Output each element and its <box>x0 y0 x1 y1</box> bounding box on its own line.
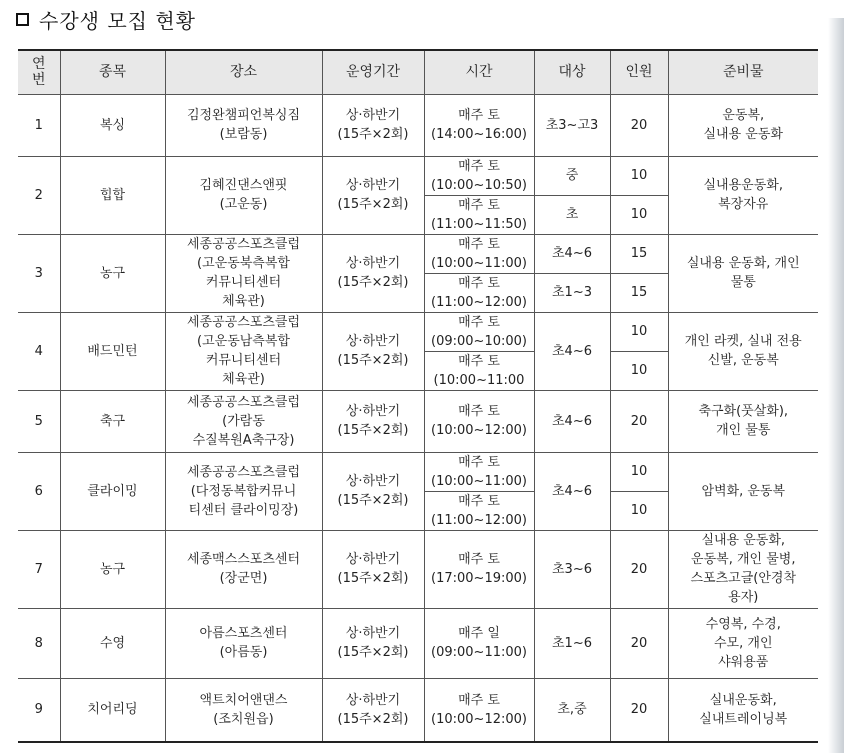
target-cell: 초3~고3 <box>534 94 610 156</box>
count-cell: 20 <box>610 390 668 452</box>
table-row <box>18 94 818 156</box>
table-row <box>18 608 818 678</box>
target-cell: 중 <box>534 156 610 195</box>
header-place: 장소 <box>165 50 322 94</box>
place-cell: 세종공공스포츠클럽 (고운동북측복합 커뮤니티센터 체육관) <box>165 234 322 312</box>
period-cell: 상·하반기 (15주×2회) <box>322 156 424 234</box>
place-cell: 액트치어앤댄스 (조치원읍) <box>165 678 322 742</box>
page-title-text: 수강생 모집 현황 <box>39 8 196 33</box>
period-cell: 상·하반기 (15주×2회) <box>322 94 424 156</box>
count-cell: 10 <box>610 491 668 530</box>
place-cell: 김혜진댄스앤핏 (고운동) <box>165 156 322 234</box>
count-cell: 20 <box>610 608 668 678</box>
period-cell: 상·하반기 (15주×2회) <box>322 234 424 312</box>
place-cell: 아름스포츠센터 (아름동) <box>165 608 322 678</box>
sport-cell: 치어리딩 <box>60 678 165 742</box>
time-cell: 매주 토 (10:00~12:00) <box>424 390 534 452</box>
time-cell: 매주 토 (10:00~11:00) <box>424 234 534 273</box>
page-title <box>16 6 196 32</box>
sport-cell: 힙합 <box>60 156 165 234</box>
sport-cell: 농구 <box>60 234 165 312</box>
sport-cell: 농구 <box>60 530 165 608</box>
time-cell: 매주 토 (11:00~11:50) <box>424 195 534 234</box>
table-row <box>18 156 818 195</box>
row-number: 8 <box>18 608 60 678</box>
table-row <box>18 390 818 452</box>
row-number: 5 <box>18 390 60 452</box>
time-cell: 매주 토 (10:00~11:00 <box>424 351 534 390</box>
time-cell: 매주 일 (09:00~11:00) <box>424 608 534 678</box>
target-cell: 초1~6 <box>534 608 610 678</box>
place-cell: 세종맥스스포츠센터 (장군면) <box>165 530 322 608</box>
time-cell: 매주 토 (11:00~12:00) <box>424 273 534 312</box>
time-cell: 매주 토 (10:00~12:00) <box>424 678 534 742</box>
row-number: 7 <box>18 530 60 608</box>
time-cell: 매주 토 (10:00~10:50) <box>424 156 534 195</box>
period-cell: 상·하반기 (15주×2회) <box>322 530 424 608</box>
row-number: 3 <box>18 234 60 312</box>
time-cell: 매주 토 (11:00~12:00) <box>424 491 534 530</box>
time-cell: 매주 토 (14:00~16:00) <box>424 94 534 156</box>
count-cell: 15 <box>610 273 668 312</box>
place-cell: 세종공공스포츠클럽 (고운동남측복합 커뮤니티센터 체육관) <box>165 312 322 390</box>
window-edge-shadow <box>828 18 844 753</box>
time-cell: 매주 토 (09:00~10:00) <box>424 312 534 351</box>
count-cell: 20 <box>610 678 668 742</box>
header-period: 운영기간 <box>322 50 424 94</box>
header-sport: 종목 <box>60 50 165 94</box>
table-row <box>18 452 818 491</box>
table-row <box>18 312 818 351</box>
header-row <box>18 50 818 94</box>
supplies-cell: 실내운동화, 실내트레이닝복 <box>668 678 818 742</box>
header-time: 시간 <box>424 50 534 94</box>
time-cell: 매주 토 (10:00~11:00) <box>424 452 534 491</box>
place-cell: 김정완챔피언복싱짐 (보람동) <box>165 94 322 156</box>
supplies-cell: 실내용 운동화, 개인 물통 <box>668 234 818 312</box>
target-cell: 초1~3 <box>534 273 610 312</box>
count-cell: 10 <box>610 452 668 491</box>
sport-cell: 수영 <box>60 608 165 678</box>
place-cell: 세종공공스포츠클럽 (가람동 수질복원A축구장) <box>165 390 322 452</box>
row-number: 1 <box>18 94 60 156</box>
target-cell: 초3~6 <box>534 530 610 608</box>
square-bullet-icon <box>16 13 29 26</box>
header-count: 인원 <box>610 50 668 94</box>
supplies-cell: 암벽화, 운동복 <box>668 452 818 530</box>
place-cell: 세종공공스포츠클럽 (다정동복합커뮤니 티센터 클라이밍장) <box>165 452 322 530</box>
target-cell: 초 <box>534 195 610 234</box>
period-cell: 상·하반기 (15주×2회) <box>322 390 424 452</box>
count-cell: 20 <box>610 530 668 608</box>
time-cell: 매주 토 (17:00~19:00) <box>424 530 534 608</box>
supplies-cell: 실내용운동화, 복장자유 <box>668 156 818 234</box>
supplies-cell: 운동복, 실내용 운동화 <box>668 94 818 156</box>
count-cell: 10 <box>610 312 668 351</box>
supplies-cell: 실내용 운동화, 운동복, 개인 물병, 스포츠고글(안경착 용자) <box>668 530 818 608</box>
target-cell: 초4~6 <box>534 390 610 452</box>
row-number: 2 <box>18 156 60 234</box>
period-cell: 상·하반기 (15주×2회) <box>322 452 424 530</box>
sport-cell: 축구 <box>60 390 165 452</box>
period-cell: 상·하반기 (15주×2회) <box>322 678 424 742</box>
target-cell: 초4~6 <box>534 452 610 530</box>
target-cell: 초4~6 <box>534 312 610 390</box>
row-number: 4 <box>18 312 60 390</box>
table-row <box>18 678 818 742</box>
period-cell: 상·하반기 (15주×2회) <box>322 608 424 678</box>
header-supplies: 준비물 <box>668 50 818 94</box>
table-row <box>18 530 818 608</box>
count-cell: 10 <box>610 195 668 234</box>
supplies-cell: 개인 라켓, 실내 전용 신발, 운동복 <box>668 312 818 390</box>
count-cell: 20 <box>610 94 668 156</box>
header-target: 대상 <box>534 50 610 94</box>
row-number: 9 <box>18 678 60 742</box>
header-no: 연 번 <box>18 50 60 94</box>
period-cell: 상·하반기 (15주×2회) <box>322 312 424 390</box>
sport-cell: 배드민턴 <box>60 312 165 390</box>
table-row <box>18 234 818 273</box>
count-cell: 10 <box>610 351 668 390</box>
sport-cell: 클라이밍 <box>60 452 165 530</box>
recruitment-table <box>18 49 818 743</box>
sport-cell: 복싱 <box>60 94 165 156</box>
supplies-cell: 축구화(풋살화), 개인 물통 <box>668 390 818 452</box>
target-cell: 초4~6 <box>534 234 610 273</box>
target-cell: 초,중 <box>534 678 610 742</box>
count-cell: 10 <box>610 156 668 195</box>
supplies-cell: 수영복, 수경, 수모, 개인 샤워용품 <box>668 608 818 678</box>
count-cell: 15 <box>610 234 668 273</box>
row-number: 6 <box>18 452 60 530</box>
